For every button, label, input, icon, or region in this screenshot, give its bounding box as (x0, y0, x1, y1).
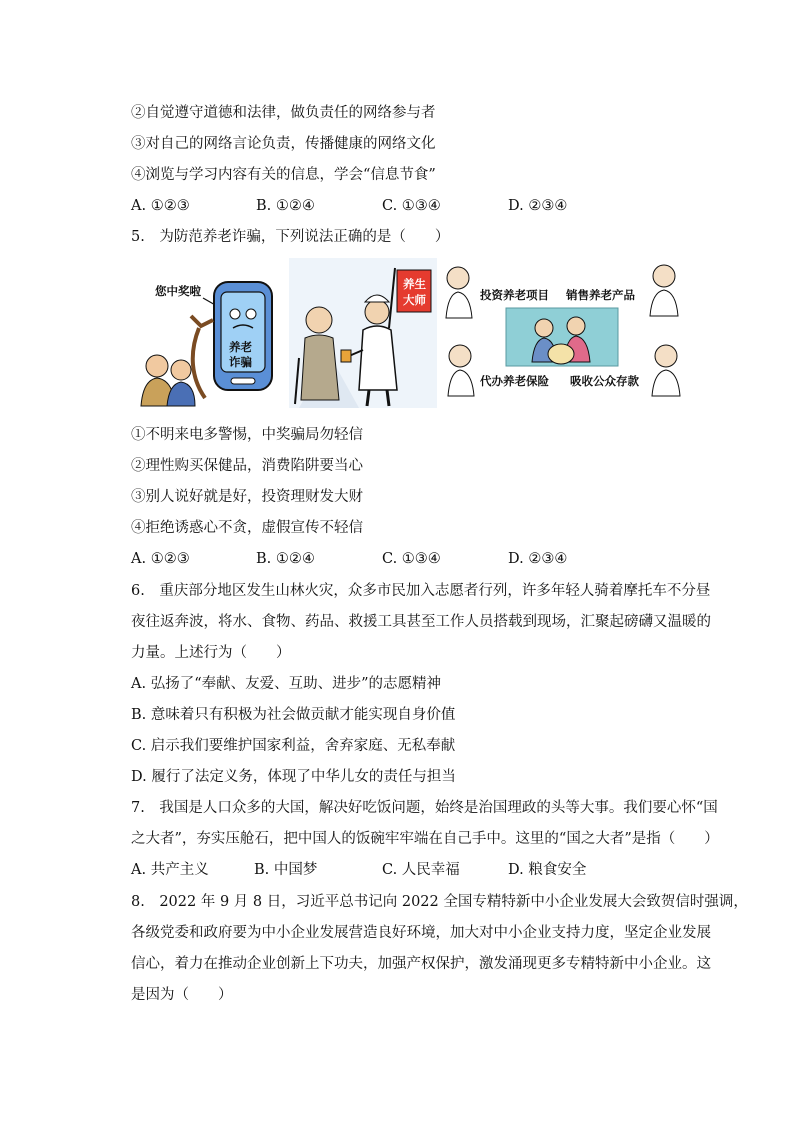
q6-stem-line-2: 夜往返奔波，将水、食物、药品、救援工具甚至工作人员搭载到现场，汇聚起磅礴又温暖的 (131, 614, 711, 630)
q4-option-b: B. ①②④ (256, 198, 315, 214)
q7-option-b: B. 中国梦 (254, 862, 318, 878)
q5-stem: 5. 为防范养老诈骗，下列说法正确的是（ ） (131, 229, 450, 245)
q6-stem-line-1: 6. 重庆部分地区发生山林火灾，众多市民加入志愿者行列，许多年轻人骑着摩托车不分昼 (131, 583, 711, 599)
q6-option-c: C. 启示我们要维护国家利益，舍弃家庭、无私奉献 (131, 738, 456, 754)
q7-stem-line-1: 7. 我国是人口众多的大国，解决好吃饭问题，始终是治国理政的头等大事。我们要心怀“国 (131, 800, 718, 816)
q5-statement-1: ①不明来电多警惕，中奖骗局勿轻信 (131, 427, 363, 443)
q4-option-c: C. ①③④ (382, 198, 441, 214)
label-sell: 销售养老产品 (566, 290, 635, 302)
q8-stem-line-3: 信心，着力在推动企业创新上下功夫，加强产权保护，激发涌现更多专精特新中小企业。这 (131, 956, 711, 972)
q5-option-c: C. ①③④ (382, 551, 441, 567)
q5-option-d: D. ②③④ (508, 551, 568, 567)
q6-option-a: A. 弘扬了“奉献、友爱、互助、进步”的志愿精神 (131, 676, 442, 692)
q4-statement-2: ②自觉遵守道德和法律，做负责任的网络参与者 (131, 105, 436, 121)
q5-option-b: B. ①②④ (256, 551, 315, 567)
q8-stem-line-2: 各级党委和政府要为中小企业发展营造良好环境，加大对中小企业支持力度，坚定企业发展 (131, 925, 711, 941)
label-invest: 投资养老项目 (480, 290, 549, 302)
q7-option-a: A. 共产主义 (131, 862, 209, 878)
q4-statement-4: ④浏览与学习内容有关的信息，学会“信息节食” (131, 167, 436, 183)
q4-statement-3: ③对自己的网络言论负责，传播健康的网络文化 (131, 136, 436, 152)
phone-text-2: 诈骗 (229, 357, 252, 369)
q6-option-b: B. 意味着只有积极为社会做贡献才能实现自身价值 (131, 707, 456, 723)
q7-stem-line-2: 之大者”，夯实压舱石，把中国人的饭碗牢牢端在自己手中。这里的“国之大者”是指（ ） (131, 831, 719, 847)
label-deposit: 吸收公众存款 (570, 376, 639, 388)
q6-option-d: D. 履行了法定义务，体现了中华儿女的责任与担当 (131, 769, 456, 785)
q7-option-d: D. 粮食安全 (508, 862, 587, 878)
bubble-you-won: 您中奖啦 (155, 286, 201, 298)
q4-option-a: A. ①②③ (131, 198, 190, 214)
pension-fraud-cartoon (444, 258, 688, 408)
label-insurance: 代办养老保险 (480, 376, 549, 388)
flag-text-2: 大师 (403, 295, 426, 307)
q5-statement-4: ④拒绝诱惑心不贪，虚假宣传不轻信 (131, 520, 363, 536)
health-master-cartoon (289, 258, 437, 408)
q4-option-d: D. ②③④ (508, 198, 568, 214)
scam-phone-cartoon (129, 258, 287, 408)
q7-option-c: C. 人民幸福 (382, 862, 460, 878)
q8-stem-line-4: 是因为（ ） (131, 987, 233, 1003)
q5-statement-2: ②理性购买保健品，消费陷阱要当心 (131, 458, 363, 474)
phone-text-1: 养老 (229, 342, 252, 354)
q6-stem-line-3: 力量。上述行为（ ） (131, 645, 291, 661)
q5-option-a: A. ①②③ (131, 551, 190, 567)
q8-stem-line-1: 8. 2022 年 9 月 8 日，习近平总书记向 2022 全国专精特新中小企业发展大会致贺信时强调， (131, 894, 748, 910)
q5-statement-3: ③别人说好就是好，投资理财发大财 (131, 489, 363, 505)
flag-text-1: 养生 (403, 279, 426, 291)
